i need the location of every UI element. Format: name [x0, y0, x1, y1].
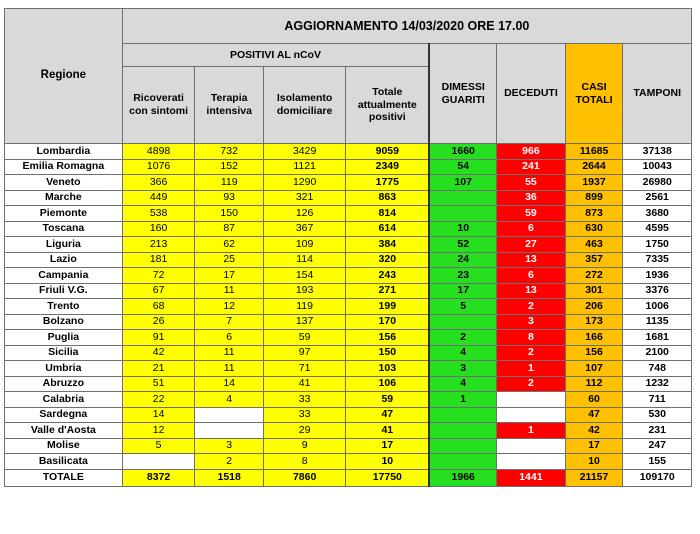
cell-dimessi: 1660 — [429, 144, 496, 160]
cell-casi: 272 — [565, 268, 623, 284]
cell-dimessi — [429, 454, 496, 470]
cell-ricoverati: 213 — [122, 237, 195, 253]
cell-terapia: 11 — [195, 283, 263, 299]
cell-dimessi: 1 — [429, 392, 496, 408]
table-row — [5, 144, 692, 160]
cell-ricoverati: 51 — [122, 376, 195, 392]
cell-deceduti: 8 — [497, 330, 565, 346]
cell-isolamento: 33 — [263, 407, 345, 423]
cell-casi: 156 — [565, 345, 623, 361]
cell-casi: 2644 — [565, 159, 623, 175]
cell-dimessi: 107 — [429, 175, 496, 191]
cell-ricoverati: 26 — [122, 314, 195, 330]
cell-totale: 106 — [346, 376, 429, 392]
cell-ricoverati: 68 — [122, 299, 195, 315]
cell-terapia: 3 — [195, 438, 263, 454]
cell-regione: Toscana — [5, 221, 123, 237]
cell-dimessi: 24 — [429, 252, 496, 268]
header-dimessi — [429, 44, 496, 144]
cell-dimessi — [429, 314, 496, 330]
cell-regione: Liguria — [5, 237, 123, 253]
cell-totale: 384 — [346, 237, 429, 253]
cell-tamponi: 3376 — [623, 283, 692, 299]
total-totale: 17750 — [346, 469, 429, 486]
cell-terapia: 150 — [195, 206, 263, 222]
cell-totale: 47 — [346, 407, 429, 423]
cell-tamponi: 37138 — [623, 144, 692, 160]
cell-tamponi: 2561 — [623, 190, 692, 206]
header-tamponi: TAMPONI — [623, 44, 692, 144]
table-row — [5, 423, 692, 439]
table-row — [5, 392, 692, 408]
cell-totale: 1775 — [346, 175, 429, 191]
cell-casi: 873 — [565, 206, 623, 222]
cell-totale: 863 — [346, 190, 429, 206]
cell-ricoverati: 22 — [122, 392, 195, 408]
cell-isolamento: 29 — [263, 423, 345, 439]
cell-regione: Bolzano — [5, 314, 123, 330]
cell-isolamento: 367 — [263, 221, 345, 237]
table-row — [5, 299, 692, 315]
cell-deceduti: 13 — [497, 283, 565, 299]
cell-regione: Calabria — [5, 392, 123, 408]
cell-regione: Marche — [5, 190, 123, 206]
cell-tamponi: 1135 — [623, 314, 692, 330]
table-row — [5, 237, 692, 253]
cell-tamponi: 1232 — [623, 376, 692, 392]
cell-dimessi — [429, 438, 496, 454]
cell-casi: 173 — [565, 314, 623, 330]
cell-regione: Lazio — [5, 252, 123, 268]
cell-terapia: 7 — [195, 314, 263, 330]
cell-terapia: 93 — [195, 190, 263, 206]
cell-terapia: 17 — [195, 268, 263, 284]
cell-dimessi: 4 — [429, 345, 496, 361]
cell-deceduti: 966 — [497, 144, 565, 160]
cell-tamponi: 3680 — [623, 206, 692, 222]
total-tamponi: 109170 — [623, 469, 692, 486]
table-row — [5, 361, 692, 377]
header-casi-line2: TOTALI — [575, 93, 613, 106]
cell-totale: 156 — [346, 330, 429, 346]
header-terapia — [195, 67, 263, 144]
cell-totale: 10 — [346, 454, 429, 470]
cell-isolamento: 154 — [263, 268, 345, 284]
cell-regione: Valle d'Aosta — [5, 423, 123, 439]
cell-isolamento: 193 — [263, 283, 345, 299]
table-header — [5, 9, 692, 144]
cell-tamponi: 530 — [623, 407, 692, 423]
cell-isolamento: 1290 — [263, 175, 345, 191]
cell-ricoverati: 160 — [122, 221, 195, 237]
table-body — [5, 144, 692, 487]
cell-regione: Puglia — [5, 330, 123, 346]
table-row — [5, 190, 692, 206]
total-isolamento: 7860 — [263, 469, 345, 486]
cell-ricoverati: 538 — [122, 206, 195, 222]
cell-ricoverati — [122, 454, 195, 470]
cell-terapia: 732 — [195, 144, 263, 160]
cell-terapia: 62 — [195, 237, 263, 253]
cell-ricoverati: 14 — [122, 407, 195, 423]
table-row — [5, 438, 692, 454]
cell-regione: Piemonte — [5, 206, 123, 222]
cell-regione: Umbria — [5, 361, 123, 377]
header-group-positivi: POSITIVI AL nCoV — [122, 44, 429, 67]
cell-dimessi: 17 — [429, 283, 496, 299]
cell-regione: Lombardia — [5, 144, 123, 160]
table-row — [5, 454, 692, 470]
cell-terapia: 6 — [195, 330, 263, 346]
cell-terapia: 11 — [195, 345, 263, 361]
cell-deceduti — [497, 392, 565, 408]
cell-deceduti: 27 — [497, 237, 565, 253]
cell-deceduti: 2 — [497, 299, 565, 315]
cell-ricoverati: 72 — [122, 268, 195, 284]
total-deceduti: 1441 — [497, 469, 565, 486]
header-totale-line1: Totale — [372, 86, 403, 99]
cell-totale: 103 — [346, 361, 429, 377]
cell-ricoverati: 67 — [122, 283, 195, 299]
cell-casi: 301 — [565, 283, 623, 299]
cell-isolamento: 321 — [263, 190, 345, 206]
covid-report-table — [4, 8, 692, 487]
header-isolamento — [263, 67, 345, 144]
cell-regione: Campania — [5, 268, 123, 284]
cell-casi: 42 — [565, 423, 623, 439]
cell-deceduti: 55 — [497, 175, 565, 191]
cell-isolamento: 1121 — [263, 159, 345, 175]
cell-dimessi: 54 — [429, 159, 496, 175]
table-row — [5, 175, 692, 191]
cell-ricoverati: 42 — [122, 345, 195, 361]
cell-terapia: 119 — [195, 175, 263, 191]
report-title: AGGIORNAMENTO 14/03/2020 ORE 17.00 — [122, 9, 691, 44]
cell-terapia: 87 — [195, 221, 263, 237]
header-totale-line2: attualmente — [357, 98, 417, 111]
cell-totale: 9059 — [346, 144, 429, 160]
cell-casi: 107 — [565, 361, 623, 377]
cell-ricoverati: 12 — [122, 423, 195, 439]
table-row — [5, 376, 692, 392]
cell-casi: 899 — [565, 190, 623, 206]
cell-deceduti: 2 — [497, 345, 565, 361]
cell-casi: 17 — [565, 438, 623, 454]
cell-deceduti: 241 — [497, 159, 565, 175]
cell-tamponi: 10043 — [623, 159, 692, 175]
cell-ricoverati: 366 — [122, 175, 195, 191]
cell-deceduti — [497, 438, 565, 454]
cell-tamponi: 26980 — [623, 175, 692, 191]
cell-totale: 199 — [346, 299, 429, 315]
cell-dimessi — [429, 206, 496, 222]
cell-casi: 60 — [565, 392, 623, 408]
header-ricoverati-line1: Ricoverati — [133, 92, 184, 105]
cell-regione: Molise — [5, 438, 123, 454]
cell-dimessi — [429, 190, 496, 206]
total-casi: 21157 — [565, 469, 623, 486]
cell-ricoverati: 5 — [122, 438, 195, 454]
table-row — [5, 206, 692, 222]
cell-deceduti: 1 — [497, 423, 565, 439]
cell-ricoverati: 21 — [122, 361, 195, 377]
cell-casi: 11685 — [565, 144, 623, 160]
cell-totale: 2349 — [346, 159, 429, 175]
table-row — [5, 221, 692, 237]
table-row — [5, 407, 692, 423]
cell-casi: 357 — [565, 252, 623, 268]
cell-totale: 170 — [346, 314, 429, 330]
cell-casi: 112 — [565, 376, 623, 392]
cell-regione: Emilia Romagna — [5, 159, 123, 175]
header-terapia-line2: intensiva — [206, 105, 252, 117]
cell-isolamento: 33 — [263, 392, 345, 408]
cell-dimessi — [429, 423, 496, 439]
header-terapia-line1: Terapia — [210, 92, 248, 105]
cell-tamponi: 2100 — [623, 345, 692, 361]
total-terapia: 1518 — [195, 469, 263, 486]
cell-isolamento: 119 — [263, 299, 345, 315]
cell-terapia — [195, 407, 263, 423]
cell-tamponi: 748 — [623, 361, 692, 377]
cell-terapia: 2 — [195, 454, 263, 470]
cell-deceduti: 6 — [497, 268, 565, 284]
cell-tamponi: 155 — [623, 454, 692, 470]
cell-terapia: 11 — [195, 361, 263, 377]
header-ricoverati — [122, 67, 195, 144]
header-isolamento-line1: Isolamento — [276, 92, 333, 105]
cell-tamponi: 711 — [623, 392, 692, 408]
table-row — [5, 314, 692, 330]
cell-ricoverati: 1076 — [122, 159, 195, 175]
table-row — [5, 345, 692, 361]
cell-isolamento: 97 — [263, 345, 345, 361]
cell-tamponi: 1750 — [623, 237, 692, 253]
cell-casi: 206 — [565, 299, 623, 315]
table-row — [5, 283, 692, 299]
header-totale — [346, 67, 429, 144]
table-row — [5, 330, 692, 346]
cell-totale: 59 — [346, 392, 429, 408]
cell-casi: 166 — [565, 330, 623, 346]
cell-regione: Abruzzo — [5, 376, 123, 392]
cell-tamponi: 1936 — [623, 268, 692, 284]
cell-totale: 271 — [346, 283, 429, 299]
cell-tamponi: 1681 — [623, 330, 692, 346]
cell-regione: Trento — [5, 299, 123, 315]
header-regione: Regione — [5, 9, 123, 144]
cell-casi: 1937 — [565, 175, 623, 191]
cell-totale: 150 — [346, 345, 429, 361]
cell-ricoverati: 4898 — [122, 144, 195, 160]
cell-deceduti — [497, 407, 565, 423]
cell-isolamento: 3429 — [263, 144, 345, 160]
total-ricoverati: 8372 — [122, 469, 195, 486]
cell-deceduti — [497, 454, 565, 470]
cell-totale: 814 — [346, 206, 429, 222]
cell-totale: 17 — [346, 438, 429, 454]
total-regione: TOTALE — [5, 469, 123, 486]
cell-totale: 243 — [346, 268, 429, 284]
cell-dimessi: 3 — [429, 361, 496, 377]
cell-regione: Friuli V.G. — [5, 283, 123, 299]
cell-terapia: 12 — [195, 299, 263, 315]
cell-isolamento: 71 — [263, 361, 345, 377]
total-dimessi: 1966 — [429, 469, 496, 486]
cell-isolamento: 114 — [263, 252, 345, 268]
cell-isolamento: 109 — [263, 237, 345, 253]
cell-isolamento: 41 — [263, 376, 345, 392]
cell-ricoverati: 181 — [122, 252, 195, 268]
cell-dimessi: 2 — [429, 330, 496, 346]
header-dimessi-line1: DIMESSI — [441, 80, 485, 93]
cell-casi: 47 — [565, 407, 623, 423]
header-dimessi-line2: GUARITI — [441, 93, 485, 106]
cell-deceduti: 59 — [497, 206, 565, 222]
header-casi-line1: CASI — [581, 80, 607, 93]
cell-terapia — [195, 423, 263, 439]
cell-totale: 41 — [346, 423, 429, 439]
cell-dimessi: 5 — [429, 299, 496, 315]
header-totale-line3: positivi — [368, 111, 406, 124]
cell-isolamento: 59 — [263, 330, 345, 346]
cell-dimessi: 23 — [429, 268, 496, 284]
cell-isolamento: 137 — [263, 314, 345, 330]
cell-tamponi: 7335 — [623, 252, 692, 268]
cell-totale: 320 — [346, 252, 429, 268]
cell-dimessi: 10 — [429, 221, 496, 237]
table-row — [5, 268, 692, 284]
cell-deceduti: 6 — [497, 221, 565, 237]
cell-deceduti: 36 — [497, 190, 565, 206]
header-deceduti: DECEDUTI — [497, 44, 565, 144]
cell-dimessi: 52 — [429, 237, 496, 253]
cell-regione: Sardegna — [5, 407, 123, 423]
header-casi — [565, 44, 623, 144]
cell-deceduti: 3 — [497, 314, 565, 330]
cell-regione: Sicilia — [5, 345, 123, 361]
header-ricoverati-line2: con sintomi — [129, 105, 189, 117]
cell-isolamento: 9 — [263, 438, 345, 454]
cell-tamponi: 231 — [623, 423, 692, 439]
cell-terapia: 14 — [195, 376, 263, 392]
cell-dimessi — [429, 407, 496, 423]
cell-tamponi: 1006 — [623, 299, 692, 315]
cell-regione: Basilicata — [5, 454, 123, 470]
cell-ricoverati: 449 — [122, 190, 195, 206]
cell-dimessi: 4 — [429, 376, 496, 392]
cell-isolamento: 8 — [263, 454, 345, 470]
cell-tamponi: 4595 — [623, 221, 692, 237]
cell-casi: 463 — [565, 237, 623, 253]
cell-tamponi: 247 — [623, 438, 692, 454]
cell-casi: 10 — [565, 454, 623, 470]
cell-regione: Veneto — [5, 175, 123, 191]
cell-ricoverati: 91 — [122, 330, 195, 346]
cell-casi: 630 — [565, 221, 623, 237]
cell-terapia: 25 — [195, 252, 263, 268]
cell-deceduti: 2 — [497, 376, 565, 392]
cell-isolamento: 126 — [263, 206, 345, 222]
cell-deceduti: 1 — [497, 361, 565, 377]
table-row — [5, 159, 692, 175]
table-row — [5, 252, 692, 268]
totals-row — [5, 469, 692, 486]
cell-deceduti: 13 — [497, 252, 565, 268]
cell-totale: 614 — [346, 221, 429, 237]
cell-terapia: 4 — [195, 392, 263, 408]
header-isolamento-line2: domiciliare — [276, 105, 333, 117]
cell-terapia: 152 — [195, 159, 263, 175]
